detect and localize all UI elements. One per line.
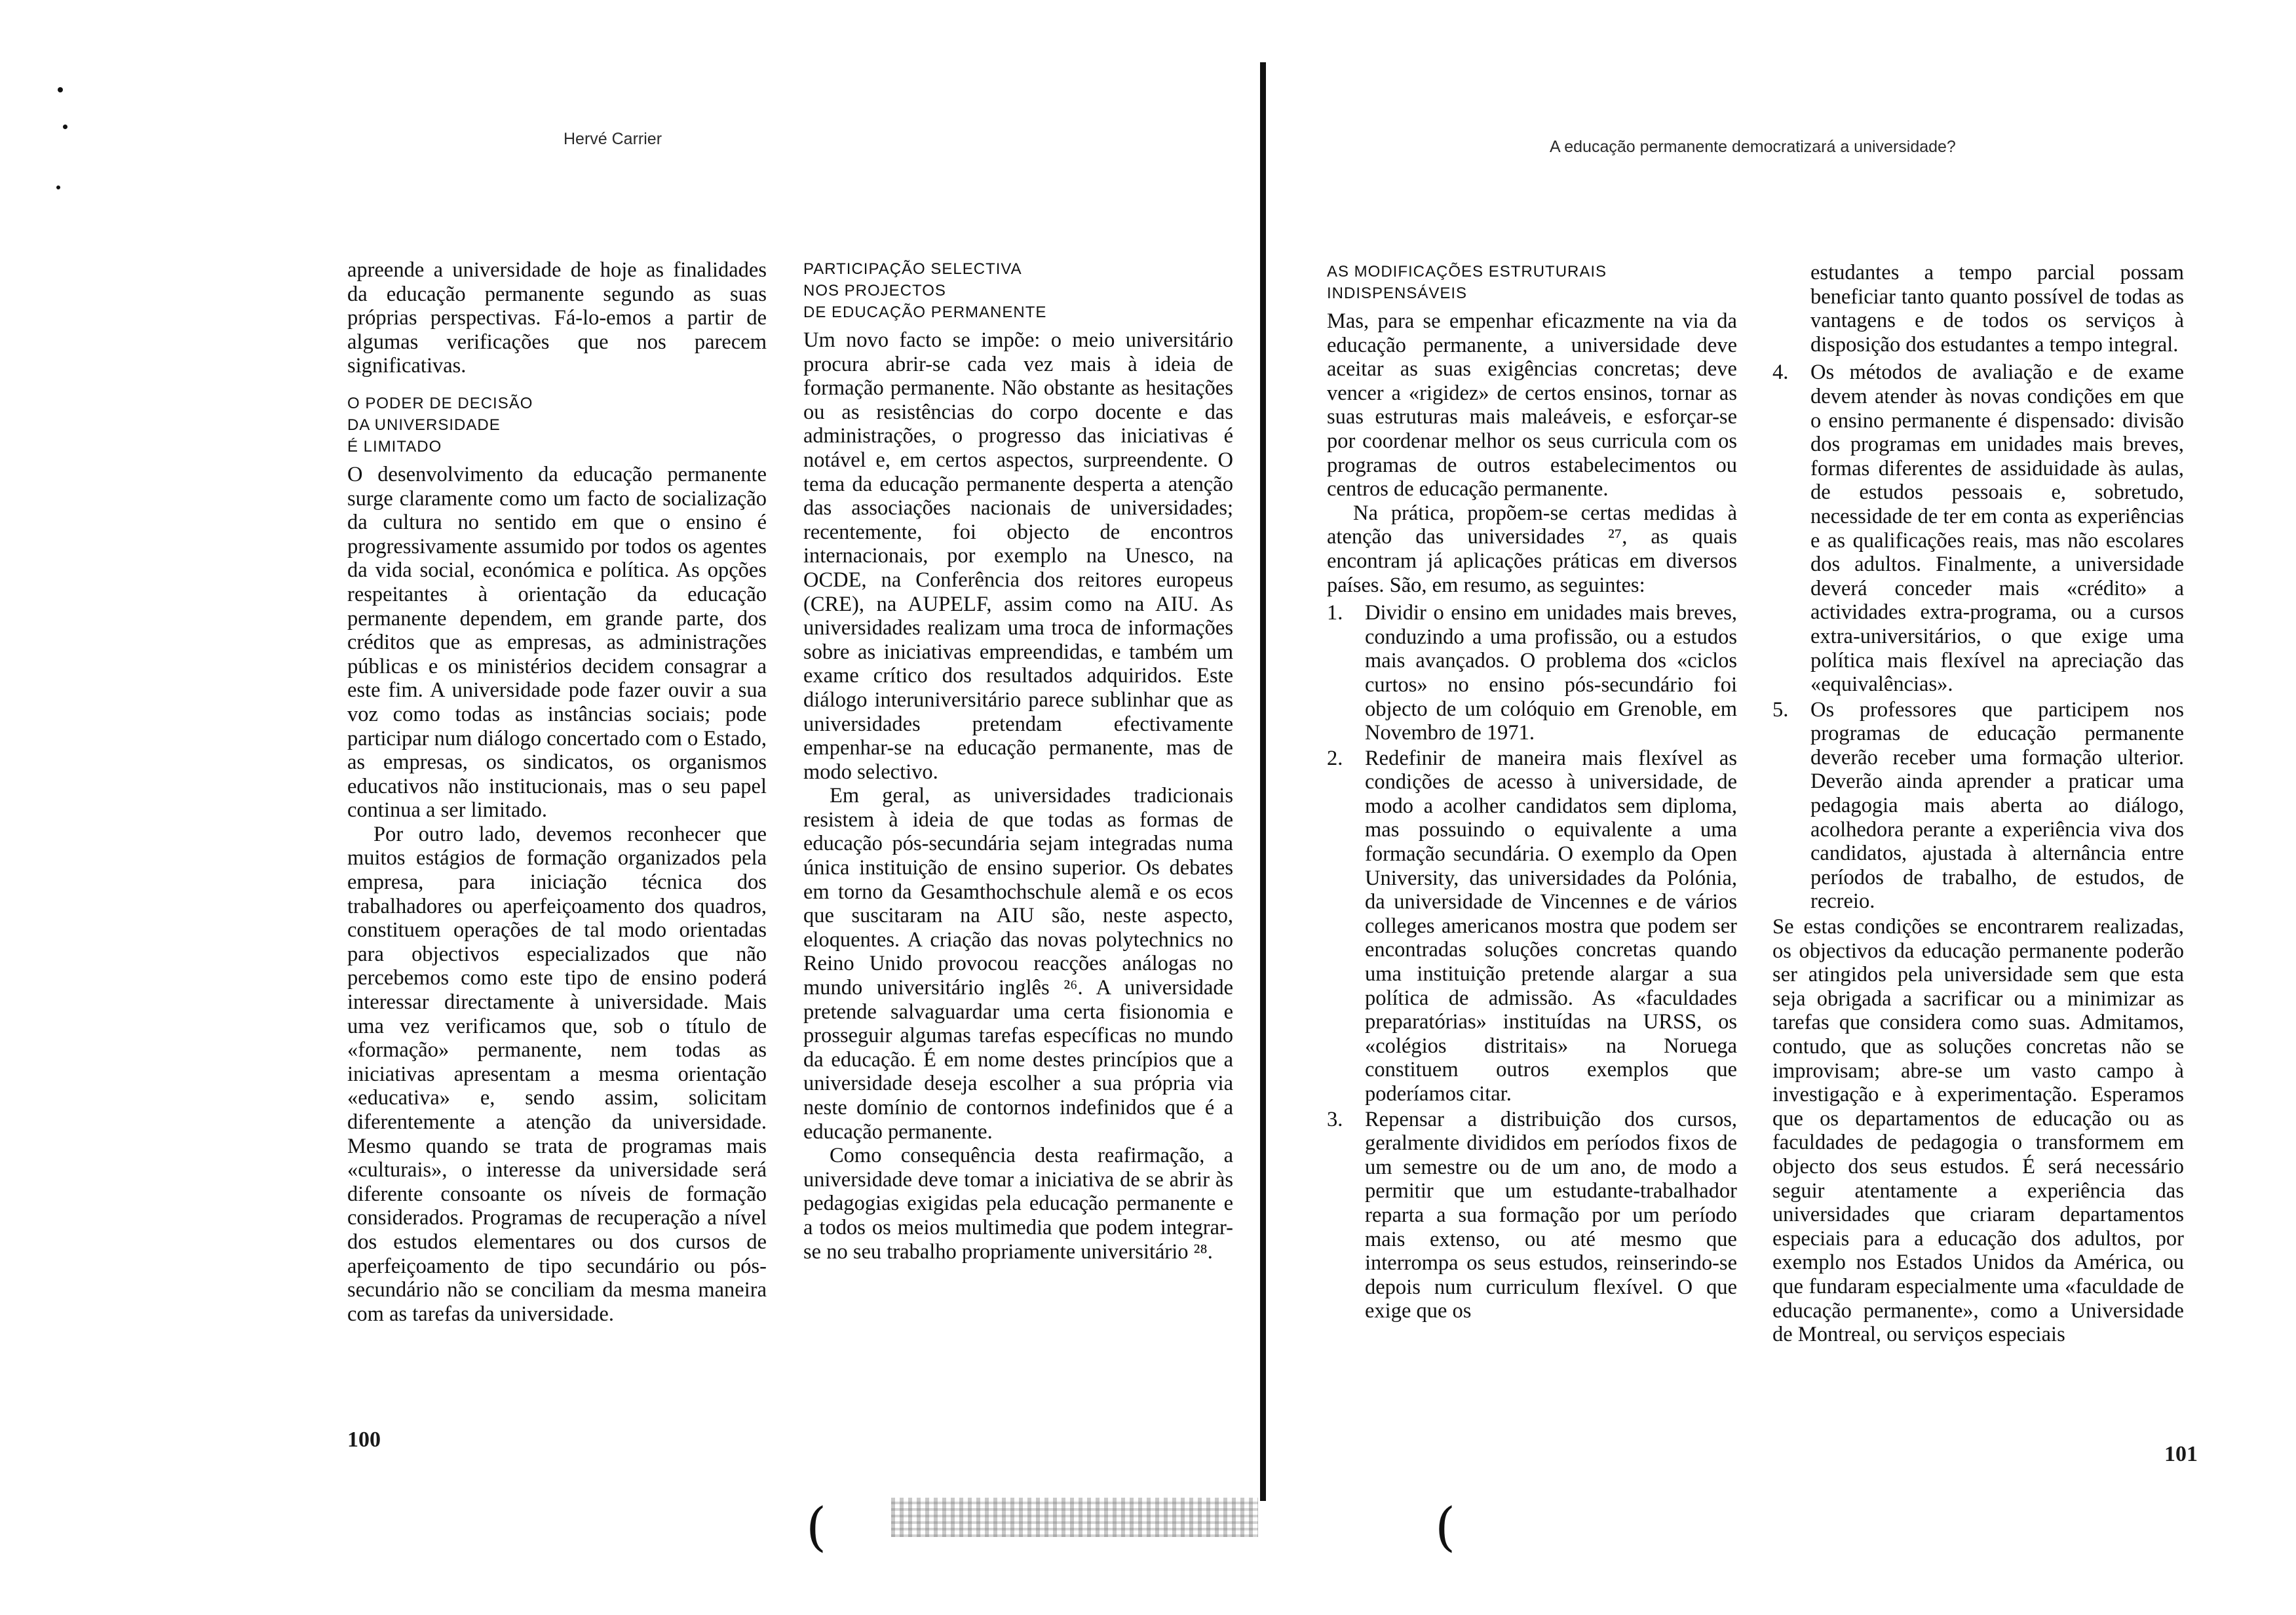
item-text: Os métodos de avaliação e de exame devem atender às novas condições em que o ensino permanente é dispensado: divisão dos programas em unidades mais breves, formas diferentes de assiduidade às aulas, de estudos pessoais e, sobretudo, necessidade de ter em conta as experiências e as qualificações reais, mas não escolares dos adultos. Finalmente, a universidade deverá conceder mais «crédito» a actividades extra-programa, ou a cursos extra-universitários, o que exige uma política mais flexível na apreciação das «equivalências». [1810, 360, 2184, 697]
page-number-right: 101 [2164, 1442, 2198, 1466]
right-column-1 [1327, 261, 1737, 1325]
body-paragraph: Em geral, as universidades tradicionais resistem à ideia de que todas as formas de educação pós-secundária sejam integradas numa única instituição de ensino superior. Os debates em torno da Gesamthochschule alemã e os ecos que suscitaram na AIU são, neste aspecto, eloquentes. A criação das novas polytechnics no Reino Unido provocou reacções análogas no mundo universitário inglês ²⁶. A universidade pretende salvaguardar uma certa fisionomia e prosseguir algumas tarefas específicas no mundo da educação. É em nome destes princípios que a universidade deseja escolher a sua própria via neste domínio de contornos indefinidos que é a educação permanente. [803, 784, 1233, 1144]
right-page [1261, 0, 2296, 1615]
item-number: 1. [1327, 601, 1343, 625]
body-paragraph: Se estas condições se encontrarem realizadas, os objectivos da educação permanente poderão ser atingidos pela universidade sem que esta seja obrigada a sacrificar ou a minimizar as tarefas que considera como suas. Admitamos, contudo, que as soluções concretas não se improvisam; abre-se um vasto campo à investigação e à experimentação. Esperamos que os departamentos de educação ou as faculdades de pedagogia o transformem em objecto dos seus estudos. É será necessário seguir atentamente a experiência das universidades que criaram departamentos especiais para a educação dos adultos, por exemplo nos Estados Unidos da América, ou que fundaram especialmente uma «faculdade de educação permanente», como a Universidade de Montreal, ou serviços especiais [1772, 915, 2184, 1347]
item-number: 4. [1772, 360, 1789, 385]
item-text: Os professores que participem nos programas de educação permanente deverão receber uma formação ulterior. Deverão ainda aprender a praticar uma pedagogia mais aberta ao diálogo, acolhedora perante a experiência viva dos candidatos, ajustada à alternância entre períodos de trabalho, de estudos, de recreio. [1810, 697, 2184, 914]
heading-line: AS MODIFICAÇÕES ESTRUTURAIS [1327, 263, 1607, 281]
item-number: 5. [1772, 697, 1789, 722]
running-head-left: Hervé Carrier [564, 130, 662, 148]
intro-paragraph: apreende a universidade de hoje as finalidades da educação permanente segundo as suas próprias perspectivas. Fá-lo-emos a partir de algumas verificações que nos parecem significativas. [347, 258, 767, 378]
body-paragraph: Como consequência desta reafirmação, a universidade deve tomar a iniciativa de se abrir às pedagogias exigidas pela educação permanente e a todos os meios multimedia que podem integrar-se no seu trabalho propriamente universitário ²⁸. [803, 1144, 1233, 1264]
scan-smudge [891, 1498, 1258, 1537]
section-heading-poder [347, 393, 767, 457]
scan-speck [63, 125, 67, 129]
heading-line: INDISPENSÁVEIS [1327, 284, 1468, 302]
continued-paragraph: estudantes a tempo parcial possam beneficiar tanto quanto possível de todas as vantagens e de todos os serviços à disposição dos estudantes a tempo integral. [1810, 261, 2184, 357]
binding-clip-mark: ( [1435, 1496, 1456, 1557]
list-item [1772, 698, 2184, 914]
page-number-left: 100 [347, 1428, 381, 1452]
item-number: 2. [1327, 746, 1343, 770]
list-item [1772, 360, 2184, 696]
list-item [1327, 1108, 1737, 1323]
right-column-2 [1772, 261, 2184, 1347]
body-paragraph: O desenvolvimento da educação permanente surge claramente como um facto de socialização da cultura no sentido em que o ensino é progressivamente assumido por todos os agentes da vida social, económica e política. As opções respeitantes à orientação da educação permanente dependem, em grande parte, dos créditos que as empresas, as administrações públicas e os ministérios decidem consagrar a este fim. A universidade pode fazer ouvir a sua voz como todas as instâncias sociais; pode participar num diálogo concertado com o Estado, as empresas, os sindicatos, os organismos educativos não institucionais, mas o seu papel continua a ser limitado. [347, 462, 767, 823]
scan-speck [56, 185, 60, 189]
item-text: Dividir o ensino em unidades mais breves, conduzindo a uma profissão, ou a estudos mais avançados. O problema dos «ciclos curtos» no ensino pós-secundário foi objecto de um colóquio em Grenoble, em Novembro de 1971. [1365, 601, 1737, 745]
section-heading-participacao [803, 258, 1233, 323]
item-text: Redefinir de maneira mais flexível as condições de acesso à universidade, de modo a acolher candidatos sem diploma, mas possuindo o equivalente a uma formação secundária. O exemplo da Open University, das universidades da Polónia, da universidade de Vincennes e de vários colleges americanos mostra que podem ser encontradas soluções concretas quando uma instituição pretende alargar a sua política de admissão. As «faculdades preparatórias» instituídas na URSS, os «colégios distritais» na Noruega constituem outros exemplos que poderíamos citar. [1365, 746, 1737, 1106]
gutter-shadow [1260, 62, 1266, 1501]
left-column-1 [347, 258, 767, 1326]
heading-line: DE EDUCAÇÃO PERMANENTE [803, 303, 1047, 321]
binding-clip-mark: ( [806, 1496, 827, 1557]
left-column-2 [803, 258, 1233, 1264]
item-text: Repensar a distribuição dos cursos, geralmente divididos em períodos fixos de um semestre ou de um ano, de modo a permitir que um estudante-trabalhador reparta a sua formação por um período mais extenso, ou até mesmo que interrompa os seus estudos, reinserindo-se depois num curriculum flexível. O que exige que os [1365, 1107, 1737, 1323]
heading-line: O PODER DE DECISÃO [347, 394, 533, 412]
item-number: 3. [1327, 1107, 1343, 1131]
heading-line: DA UNIVERSIDADE [347, 416, 501, 434]
body-paragraph: Na prática, propõem-se certas medidas à atenção das universidades ²⁷, as quais encontram já aplicações práticas em diversos países. São, em resumo, as seguintes: [1327, 501, 1737, 597]
body-paragraph: Mas, para se empenhar eficazmente na via da educação permanente, a universidade deve aceitar as suas exigências concretas; deve vencer a «rigidez» de certos ensinos, tornar as suas estruturas mais maleáveis, e esforçar-se por coordenar melhor os seus curricula com os programas de outros estabelecimentos ou centros de educação permanente. [1327, 309, 1737, 501]
body-paragraph: Por outro lado, devemos reconhecer que muitos estágios de formação organizados pela empresa, para iniciação técnica dos trabalhadores ou aperfeiçoamento dos quadros, constituem operações de tal modo orientadas para objectivos especializados que não percebemos como este tipo de ensino poderá interessar directamente à universidade. Mais uma vez verificamos que, sob o título de «formação» permanente, nem todas as iniciativas apresentam a mesma orientação «educativa» e, sendo assim, solicitam diferentemente a atenção da universidade. Mesmo quando se trata de programas mais «culturais», o interesse da universidade será diferente consoante os níveis de formação considerados. Programas de recuperação a nível dos estudos elementares ou dos cursos de aperfeiçoamento de tipo secundário ou pós-secundário não se conciliam da mesma maneira com as tarefas da universidade. [347, 822, 767, 1326]
measures-list-continued [1772, 360, 2184, 914]
running-head-right: A educação permanente democratizará a universidade? [1550, 138, 1956, 156]
heading-line: PARTICIPAÇÃO SELECTIVA [803, 260, 1022, 278]
heading-line: NOS PROJECTOS [803, 282, 946, 300]
scan-speck [58, 87, 63, 92]
section-heading-modificacoes [1327, 261, 1737, 304]
list-item [1327, 747, 1737, 1106]
measures-list [1327, 601, 1737, 1323]
heading-line: É LIMITADO [347, 437, 442, 456]
body-paragraph: Um novo facto se impõe: o meio universitário procura abrir-se cada vez mais à ideia de formação permanente. Não obstante as hesitações ou as resistências do corpo docente e das administrações, o progresso das iniciativas é notável e, em certos aspectos, surpreendente. O tema da educação permanente desperta a atenção das associações nacionais de universidades; recentemente, foi objecto de encontros internacionais, por exemplo na Unesco, na OCDE, na Conferência dos reitores europeus (CRE), na AUPELF, assim como na AIU. As universidades realizam uma troca de informações sobre as iniciativas empreendidas, e também um exame crítico dos resultados adquiridos. Este diálogo interuniversitário parece sublinhar que as universidades pretendam efectivamente empenhar-se na educação permanente, mas de modo selectivo. [803, 328, 1233, 784]
list-item [1327, 601, 1737, 745]
